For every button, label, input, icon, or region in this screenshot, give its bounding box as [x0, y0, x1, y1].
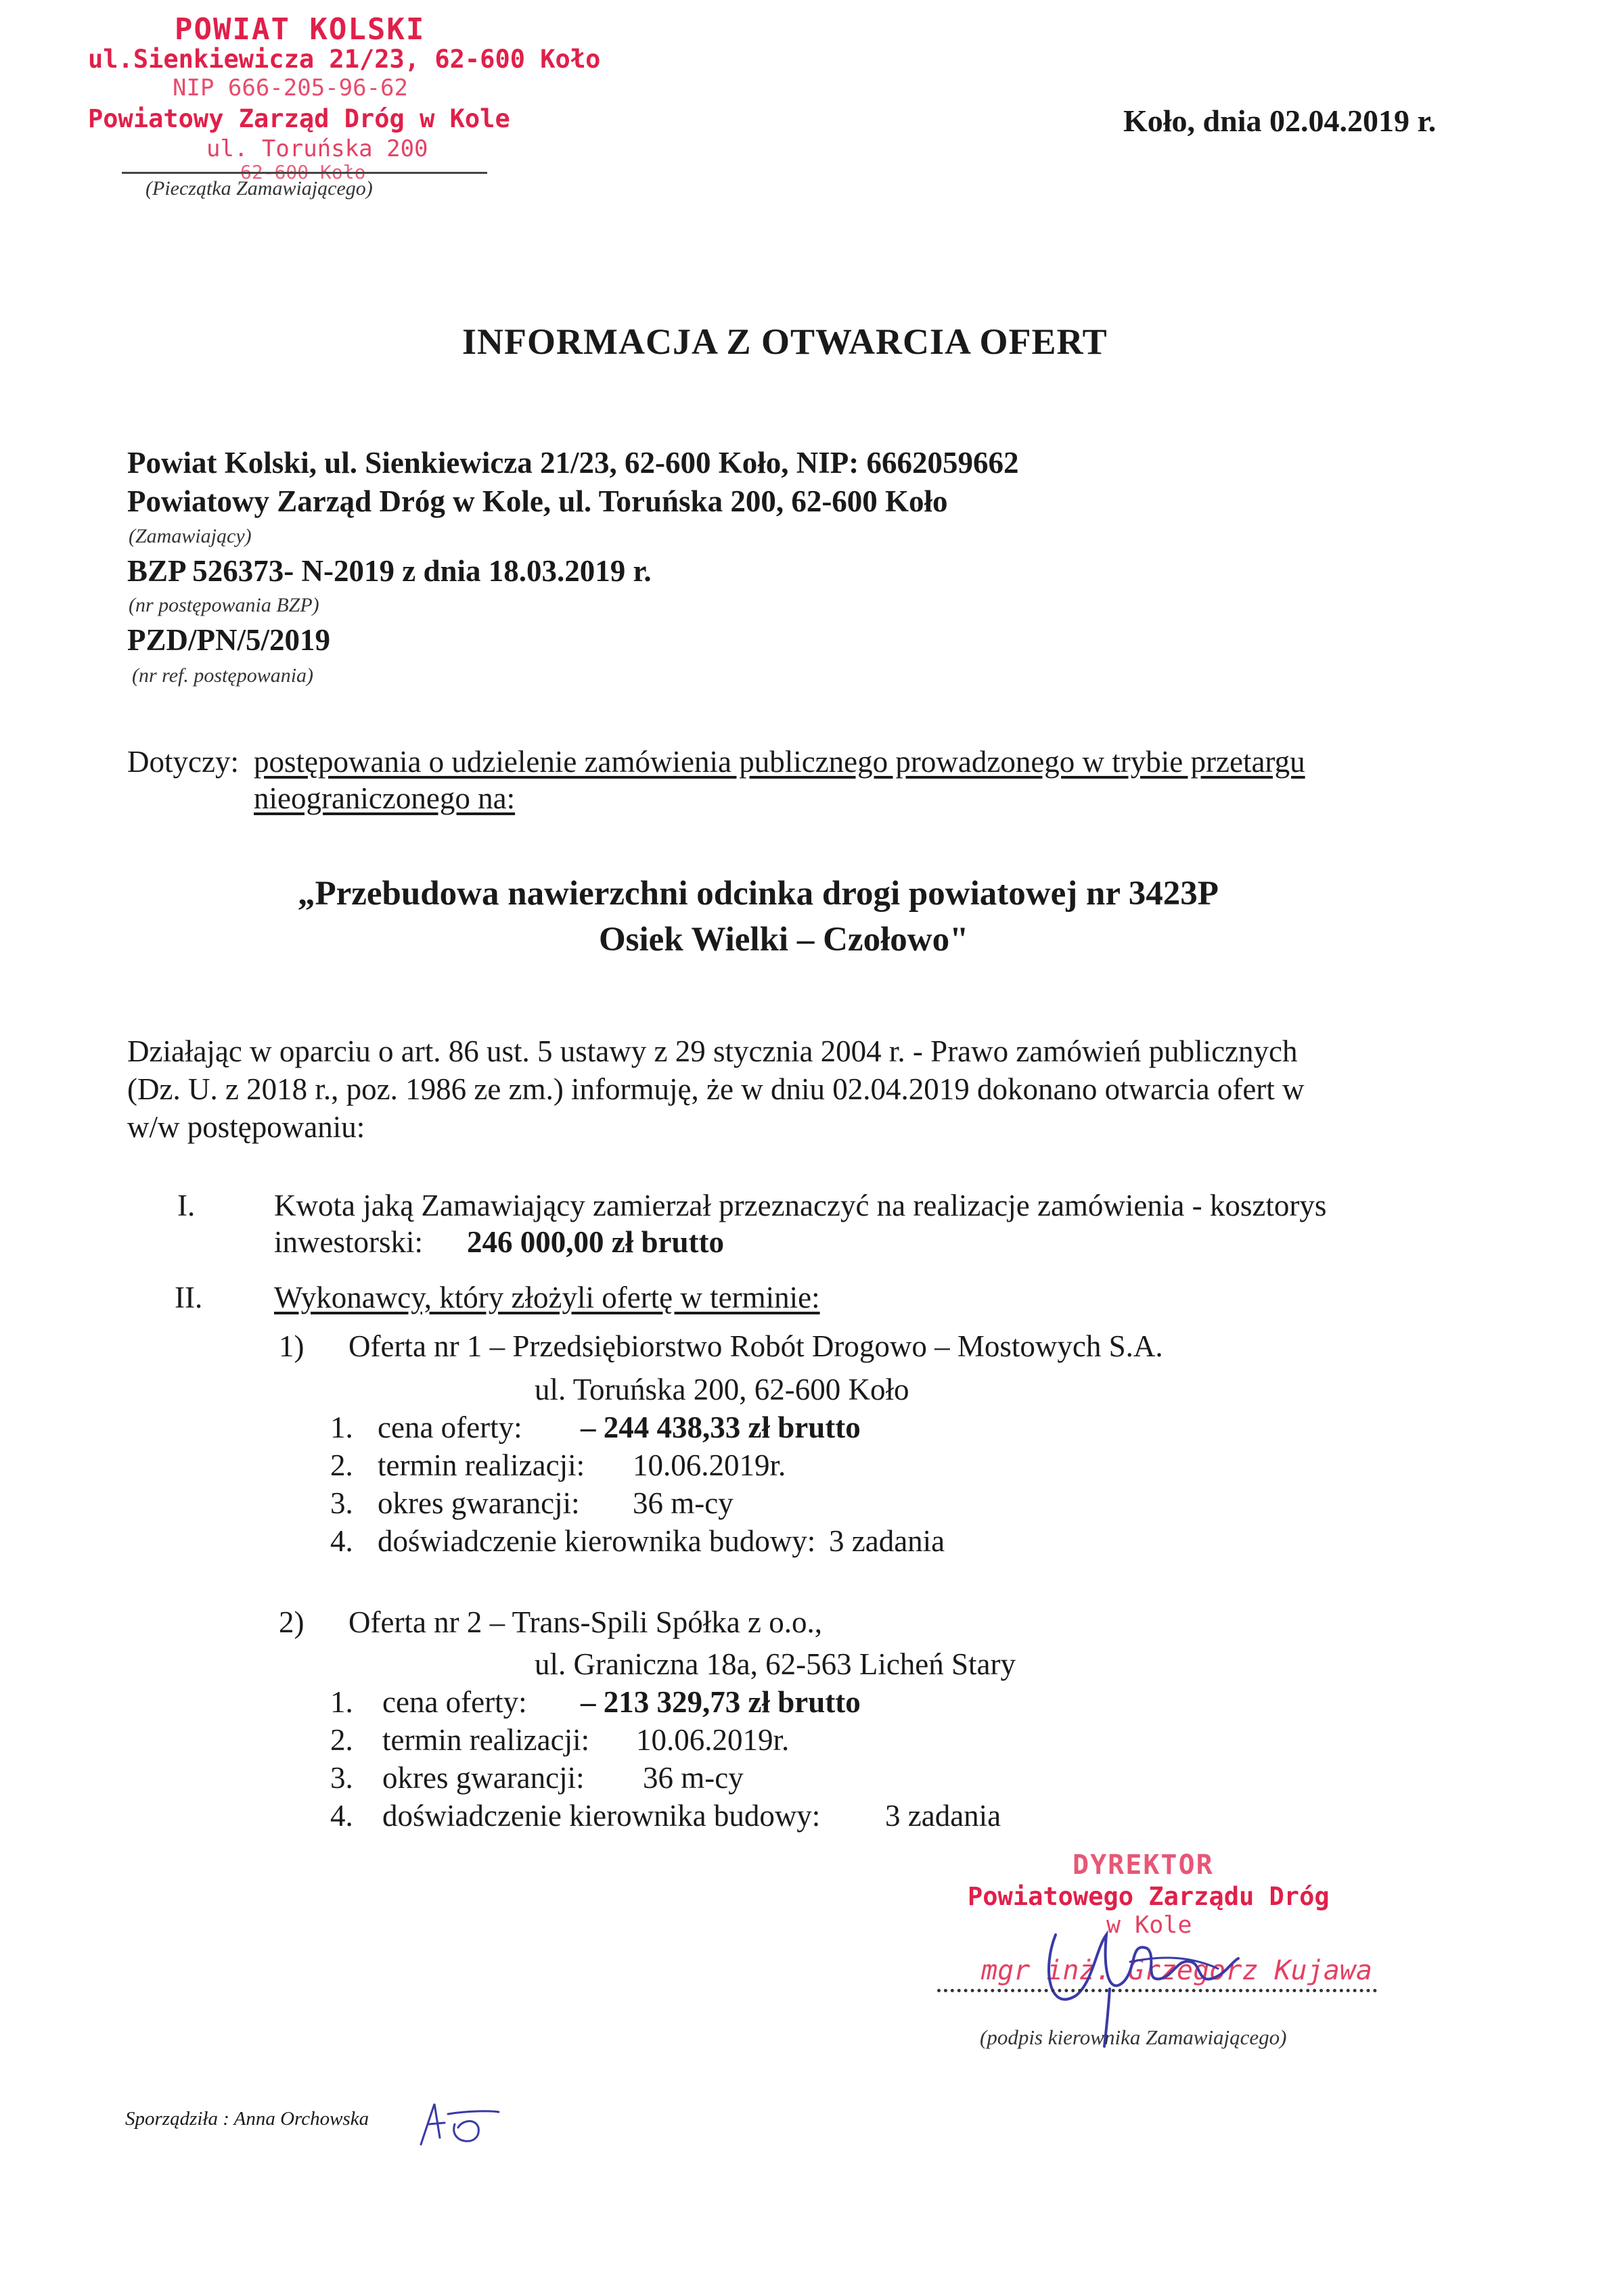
offer-2-item-2-label: termin realizacji: [382, 1723, 590, 1757]
estimate-amount: 246 000,00 zł brutto [467, 1225, 724, 1259]
header-caption-3: (nr ref. postępowania) [132, 664, 314, 687]
offer-2-item-3-label: okres gwarancji: [382, 1761, 585, 1795]
offer-2-address: ul. Graniczna 18a, 62-563 Licheń Stary [535, 1647, 1016, 1681]
offer-1-deadline: 10.06.2019r. [633, 1448, 786, 1482]
offer-1-price: – 244 438,33 zł brutto [581, 1410, 861, 1444]
subject-text-2: nieograniczonego na: [254, 781, 516, 815]
signature-line-2: w Kole [1106, 1912, 1192, 1939]
offer-1-name: Oferta nr 1 – Przedsiębiorstwo Robót Drogowo – Mostowych S.A. [348, 1329, 1163, 1363]
offer-1-item-1-label: cena oferty: [378, 1410, 522, 1444]
offer-1-number: 1) [279, 1329, 304, 1363]
project-title-line-2: Osiek Wielki – Czołowo" [599, 921, 969, 959]
stamp-caption: (Pieczątka Zamawiającego) [145, 177, 373, 200]
stamp-line-3: NIP 666-205-96-62 [173, 74, 408, 101]
stamp-line-1: POWIAT KOLSKI [175, 12, 426, 47]
stamp-line-6: 62-600 Koło [240, 161, 366, 183]
offer-2-item-1-label: cena oferty: [382, 1685, 527, 1719]
offer-1-address: ul. Toruńska 200, 62-600 Koło [535, 1373, 909, 1406]
document-date: Koło, dnia 02.04.2019 r. [1123, 104, 1437, 138]
header-line-4: PZD/PN/5/2019 [127, 623, 330, 657]
stamp-underline [122, 172, 487, 174]
document-title: INFORMACJA Z OTWARCIA OFERT [462, 321, 1108, 362]
offer-1-item-3-number: 3. [330, 1486, 353, 1520]
offer-1-item-1-number: 1. [330, 1410, 353, 1444]
offer-1-item-2-label: termin realizacji: [378, 1448, 585, 1482]
section-1-number: I. [177, 1189, 196, 1222]
header-line-2: Powiatowy Zarząd Dróg w Kole, ul. Toruńska 200, 62-600 Koło [127, 484, 948, 518]
offer-2-item-4-label: doświadczenie kierownika budowy: [382, 1799, 821, 1833]
subject-text-1: postępowania o udzielenie zamówienia publicznego prowadzonego w trybie przetargu [254, 745, 1305, 779]
offer-2-item-2-number: 2. [330, 1723, 353, 1757]
offer-1-experience: 3 zadania [829, 1524, 945, 1558]
signature-dotted-line [937, 1989, 1377, 1992]
stamp-line-4: Powiatowy Zarząd Dróg w Kole [88, 104, 510, 133]
intro-line-3: w/w postępowaniu: [127, 1110, 365, 1144]
offer-2-item-1-number: 1. [330, 1685, 353, 1719]
signature-name: mgr inż. Grzegorz Kujawa [981, 1955, 1372, 1986]
section-2-heading: Wykonawcy, który złożyli ofertę w terminie: [274, 1281, 820, 1314]
offer-2-number: 2) [279, 1605, 304, 1639]
offer-2-price: – 213 329,73 zł brutto [581, 1685, 861, 1719]
offer-1-warranty: 36 m-cy [633, 1486, 734, 1520]
project-title-line-1: „Przebudowa nawierzchni odcinka drogi powiatowej nr 3423P [298, 875, 1219, 913]
signature-caption: (podpis kierownika Zamawiającego) [980, 2025, 1287, 2049]
prepared-by: Sporządziła : Anna Orchowska [125, 2108, 369, 2130]
offer-2-item-4-number: 4. [330, 1799, 353, 1833]
intro-line-1: Działając w oparciu o art. 86 ust. 5 ustawy z 29 stycznia 2004 r. - Prawo zamówień publicznych [127, 1034, 1298, 1068]
offer-2-warranty: 36 m-cy [643, 1761, 744, 1795]
section-2-number: II. [175, 1281, 203, 1314]
signature-title: DYREKTOR [1073, 1850, 1214, 1881]
offer-1-item-4-number: 4. [330, 1524, 353, 1558]
header-line-1: Powiat Kolski, ul. Sienkiewicza 21/23, 62-600 Koło, NIP: 6662059662 [127, 446, 1019, 480]
stamp-line-2: ul.Sienkiewicza 21/23, 62-600 Koło [88, 45, 601, 74]
section-1-line-2-prefix: inwestorski: [274, 1225, 423, 1259]
offer-2-item-3-number: 3. [330, 1761, 353, 1795]
offer-1-item-4-label: doświadczenie kierownika budowy: [378, 1524, 816, 1558]
offer-2-experience: 3 zadania [885, 1799, 1001, 1833]
signature-line-1: Powiatowego Zarządu Dróg [968, 1882, 1330, 1911]
initials-signature [414, 2097, 502, 2151]
subject-label: Dotyczy: [127, 745, 239, 779]
section-1-line-1: Kwota jaką Zamawiający zamierzał przeznaczyć na realizacje zamówienia - kosztorys [274, 1189, 1327, 1222]
header-caption-1: (Zamawiający) [129, 525, 252, 547]
stamp-line-5: ul. Toruńska 200 [206, 135, 428, 162]
offer-1-item-2-number: 2. [330, 1448, 353, 1482]
header-line-3: BZP 526373- N-2019 z dnia 18.03.2019 r. [127, 554, 652, 588]
offer-2-name: Oferta nr 2 – Trans-Spili Spółka z o.o., [348, 1605, 822, 1639]
offer-2-deadline: 10.06.2019r. [636, 1723, 790, 1757]
header-caption-2: (nr postępowania BZP) [129, 594, 319, 616]
offer-1-item-3-label: okres gwarancji: [378, 1486, 580, 1520]
intro-line-2: (Dz. U. z 2018 r., poz. 1986 ze zm.) informuję, że w dniu 02.04.2019 dokonano otwarcia ofert w [127, 1072, 1305, 1106]
